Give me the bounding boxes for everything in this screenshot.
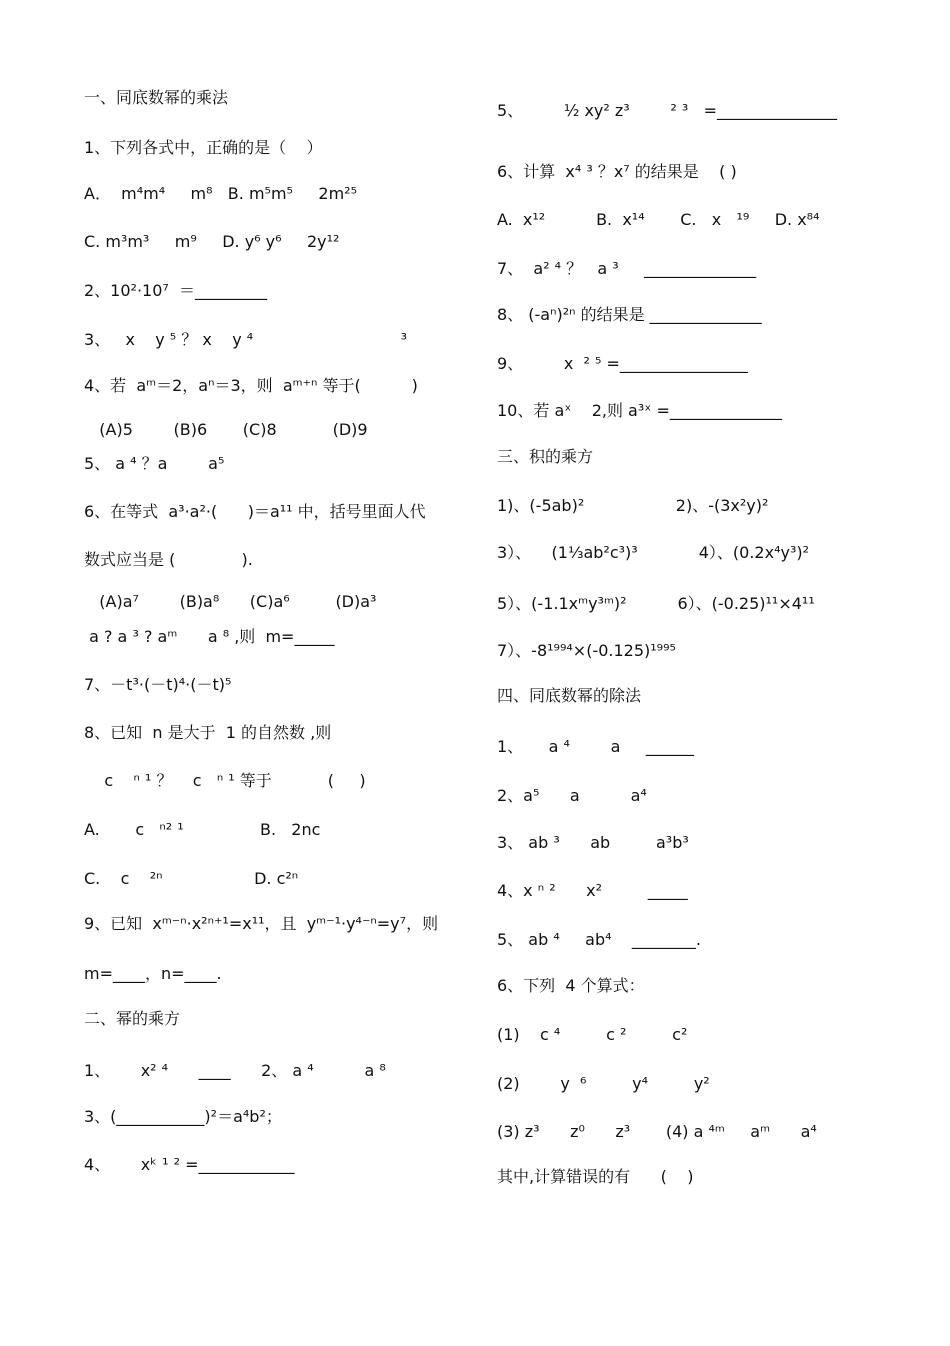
left-line: [84, 138, 323, 158]
left-line: [84, 869, 298, 889]
left-line: [84, 502, 426, 522]
left-line: [84, 964, 222, 984]
question-text: 2、a⁵ a a⁴: [497, 786, 647, 805]
left-line: [84, 771, 366, 791]
question-text: 9、已知 xᵐ⁻ⁿ·x²ⁿ⁺¹=x¹¹，且 yᵐ⁻¹·y⁴⁻ⁿ=y⁷，则: [84, 914, 439, 933]
question-text: 1、 x² ⁴ ____ 2、 a ⁴ a ⁸: [84, 1061, 386, 1080]
question-text: 8、已知 n 是大于 1 的自然数 ,则: [84, 723, 332, 742]
right-line: [497, 1074, 710, 1094]
question-text: 9、 x ² ⁵ =________________: [497, 354, 748, 373]
right-line: [497, 162, 737, 182]
question-text: 3）、 (1⅓ab²c³)³ 4）、(0.2x⁴y³)²: [497, 543, 810, 562]
question-text: 1)、(-5ab)² 2)、-(3x²y)²: [497, 496, 769, 515]
left-line: [84, 454, 224, 474]
left-line: [84, 184, 357, 204]
question-text: (3) z³ z⁰ z³ (4) a ⁴ᵐ aᵐ a⁴: [497, 1122, 817, 1141]
question-text: 3、 x y ⁵ ？ x y ⁴ ³: [84, 330, 408, 349]
left-line: [84, 675, 231, 695]
question-text: 4、x ⁿ ² x² _____: [497, 881, 688, 900]
question-text: m=____，n=____.: [84, 964, 222, 983]
right-line: [497, 930, 701, 950]
question-text: a ? a ³ ? aᵐ a ⁸ ,则 m=_____: [84, 627, 335, 646]
left-line: [84, 420, 368, 440]
question-text: A． m⁴m⁴ m⁸ B. m⁵m⁵ 2m²⁵: [84, 184, 357, 203]
right-line: [497, 1122, 817, 1142]
right-line: [497, 594, 815, 614]
right-line: [497, 686, 641, 706]
right-line: [497, 543, 809, 563]
question-text: 6、在等式 a³·a²·( )＝a¹¹ 中，括号里面人代: [84, 502, 426, 521]
question-text: 7）、-8¹⁹⁹⁴×(-0.125)¹⁹⁹⁵: [497, 641, 676, 660]
question-text: 8、 (-aⁿ)²ⁿ 的结果是 ______________: [497, 305, 762, 324]
question-text: (2) y ⁶ y⁴ y²: [497, 1074, 710, 1093]
question-text: 四、同底数幂的除法: [497, 686, 642, 705]
question-text: 三、积的乘方: [497, 447, 594, 466]
question-text: (A)5 (B)6 (C)8 (D)9: [84, 420, 368, 439]
left-line: [84, 1009, 180, 1029]
question-text: 5、 ab ⁴ ab⁴ ________.: [497, 930, 701, 949]
left-line: [84, 550, 253, 570]
question-text: 一、同底数幂的乘法: [84, 88, 229, 107]
left-line: [84, 88, 228, 108]
question-text: C. m³m³ m⁹ D. y⁶ y⁶ 2y¹²: [84, 232, 340, 251]
left-line: [84, 376, 418, 396]
question-text: 3、(___________)²＝a⁴b²；: [84, 1107, 282, 1126]
right-line: [497, 210, 820, 230]
question-text: (1) c ⁴ c ² c²: [497, 1025, 688, 1044]
left-line: [84, 281, 267, 301]
question-text: 二、幂的乘方: [84, 1009, 181, 1028]
question-text: 6、计算 x⁴ ³ ？x⁷ 的结果是 ( ): [497, 162, 737, 181]
question-text: 1、下列各式中，正确的是（ ）: [84, 138, 323, 157]
question-text: 5、 a ⁴ ？a a⁵: [84, 454, 225, 473]
right-line: [497, 881, 688, 901]
left-line: [84, 1061, 386, 1081]
question-text: C. c ²ⁿ D. c²ⁿ: [84, 869, 299, 888]
question-text: 6、下列 4 个算式：: [497, 976, 645, 995]
right-line: [497, 354, 748, 374]
right-line: [497, 447, 593, 467]
question-text: 4、 xᵏ ¹ ² =____________: [84, 1155, 295, 1174]
right-line: [497, 259, 756, 279]
right-line: [497, 305, 762, 325]
left-line: [84, 232, 339, 252]
question-text: c ⁿ ¹ ？ c ⁿ ¹ 等于 ( ): [84, 771, 366, 790]
right-line: [497, 1167, 693, 1187]
question-text: 7、 a² ⁴ ？ a ³ ______________: [497, 259, 757, 278]
question-text: (A)a⁷ (B)a⁸ (C)a⁶ (D)a³: [84, 592, 377, 611]
left-line: [84, 627, 334, 647]
right-line: [497, 786, 647, 806]
question-text: 5、 ½ xy² z³ ² ³ =_______________: [497, 101, 837, 120]
right-line: [497, 401, 782, 421]
question-text: 数式应当是 ( ).: [84, 550, 253, 569]
right-line: [497, 976, 645, 996]
question-text: 4、若 aᵐ＝2，aⁿ＝3，则 aᵐ⁺ⁿ 等于( ): [84, 376, 418, 395]
left-line: [84, 820, 320, 840]
left-line: [84, 1155, 294, 1175]
left-line: [84, 914, 438, 934]
question-text: 5）、(-1.1xᵐy³ᵐ)² 6）、(-0.25)¹¹×4¹¹: [497, 594, 815, 613]
question-text: A. c ⁿ² ¹ B. 2nc: [84, 820, 321, 839]
right-line: [497, 101, 837, 121]
left-line: [84, 330, 407, 350]
question-text: 7、－t³·(－t)⁴·(－t)⁵: [84, 675, 232, 694]
right-line: [497, 833, 689, 853]
question-text: 3、 ab ³ ab a³b³: [497, 833, 689, 852]
question-text: A. x¹² B. x¹⁴ C. x ¹⁹ D. x⁸⁴: [497, 210, 820, 229]
right-line: [497, 737, 694, 757]
question-text: 1、 a ⁴ a ______: [497, 737, 694, 756]
left-line: [84, 1107, 282, 1127]
right-line: [497, 496, 768, 516]
left-line: [84, 592, 376, 612]
question-text: 其中,计算错误的有 ( ): [497, 1167, 694, 1186]
question-text: 2、10²·10⁷ ＝_________: [84, 281, 267, 300]
right-line: [497, 1025, 687, 1045]
left-line: [84, 723, 331, 743]
right-line: [497, 641, 676, 661]
question-text: 10、若 aˣ 2,则 a³ˣ =______________: [497, 401, 782, 420]
